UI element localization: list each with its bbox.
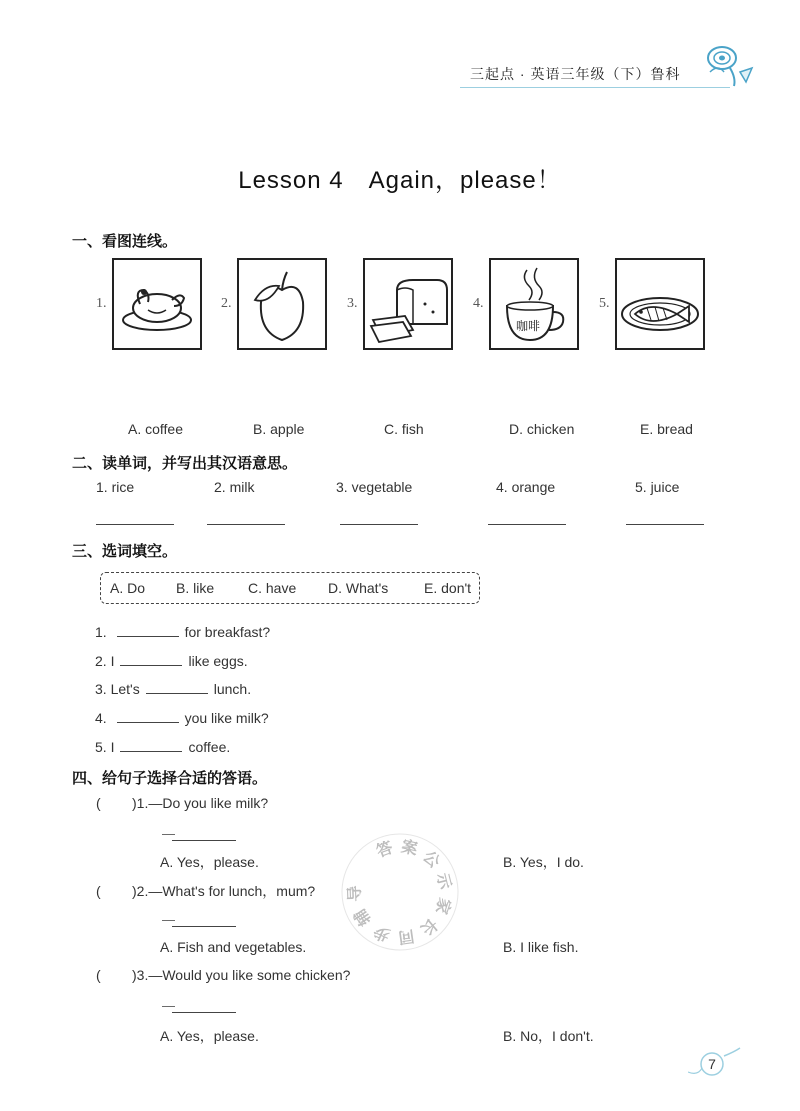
reply-blank[interactable] [172, 1012, 236, 1013]
question-number: )1. [132, 795, 149, 811]
word-choice: C. have [248, 580, 297, 596]
question-text: —Would you like some chicken? [148, 967, 351, 983]
question-text: —What's for lunch，mum? [148, 883, 316, 899]
picture-box [615, 258, 705, 350]
coffee-cup-icon [491, 260, 577, 348]
roast-chicken-icon [114, 260, 200, 348]
reply-blank[interactable] [172, 840, 236, 841]
answer-paren[interactable]: ( [96, 883, 101, 899]
snail-logo-icon [700, 42, 756, 88]
word-choice: D. What's [328, 580, 389, 596]
question-number: )3. [132, 967, 149, 983]
answer-blank[interactable] [96, 524, 174, 525]
question-text: —Do you like milk? [148, 795, 269, 811]
watermark-char: 辅 [349, 905, 375, 930]
watermark-char: 同 [397, 926, 416, 948]
bread-icon [365, 260, 451, 348]
section4-title: 四、给句子选择合适的答语。 [72, 769, 268, 787]
question-line [96, 795, 268, 811]
watermark-char: 公 [419, 846, 445, 872]
fill-item [95, 651, 248, 669]
fill-blank[interactable] [146, 679, 208, 694]
reply-blank[interactable] [172, 926, 236, 927]
fill-blank[interactable] [117, 622, 179, 637]
picture-number: 4. [473, 296, 484, 311]
picture-number: 2. [221, 296, 232, 311]
answer-blank[interactable] [340, 524, 418, 525]
fill-item [95, 622, 270, 640]
item-number: 3. [95, 681, 107, 697]
word-choice: B. like [176, 580, 215, 596]
option-label: E. bread [640, 421, 693, 437]
watermark-char: 导 [344, 885, 365, 902]
item-after: like eggs. [188, 653, 248, 669]
picture-box [489, 258, 579, 350]
item-after: you like milk? [184, 710, 269, 726]
option-label: D. chicken [509, 421, 575, 437]
item-number: 4. [95, 710, 107, 726]
word-item: 2. milk [214, 479, 255, 495]
item-after: lunch. [213, 681, 252, 697]
reply-dash: — [162, 912, 175, 927]
fill-item [95, 679, 251, 697]
page-number-ornament [688, 1046, 748, 1080]
question-line [96, 881, 315, 901]
option-label: A. coffee [128, 421, 184, 437]
choice-a: A. Yes，please. [160, 854, 259, 870]
question-number: )2. [132, 883, 149, 899]
item-number: 2. [95, 653, 107, 669]
choice-b: B. No，I don't. [503, 1028, 594, 1044]
word-item: 4. orange [496, 479, 556, 495]
word-choice: A. Do [110, 580, 146, 596]
choice-b: B. I like fish. [503, 939, 579, 955]
picture-number: 5. [599, 296, 610, 311]
item-number: 5. [95, 739, 107, 755]
picture-box [363, 258, 453, 350]
section2-title: 二、读单词，并写出其汉语意思。 [72, 454, 298, 472]
item-number: 1. [95, 624, 107, 640]
fill-item [95, 708, 269, 726]
page-number: 7 [708, 1056, 716, 1072]
fill-blank[interactable] [120, 737, 182, 752]
word-item: 5. juice [635, 479, 680, 495]
watermark-char: 步 [370, 921, 393, 946]
answer-blank[interactable] [207, 524, 285, 525]
cup-label: 咖啡 [516, 319, 541, 333]
reply-dash: — [162, 998, 175, 1013]
answer-blank[interactable] [626, 524, 704, 525]
fill-blank[interactable] [117, 708, 179, 723]
apple-icon [239, 260, 325, 348]
choice-a: A. Fish and vegetables. [160, 939, 307, 955]
watermark-char: 示 [432, 870, 456, 892]
fill-blank[interactable] [120, 651, 182, 666]
section3-title: 三、选词填空。 [72, 542, 178, 560]
option-label: B. apple [253, 421, 305, 437]
header-title: 三起点 · 英语三年级（下）鲁科 [470, 66, 681, 82]
watermark-char: 家 [431, 895, 455, 917]
word-item: 3. vegetable [336, 479, 413, 495]
picture-box [112, 258, 202, 350]
item-before: I [110, 653, 115, 669]
reply-dash: — [162, 826, 175, 841]
lesson-title: Lesson 4 Again，please！ [238, 167, 562, 194]
choice-b: B. Yes，I do. [503, 854, 584, 870]
answer-paren[interactable]: ( [96, 795, 101, 811]
item-before: I [110, 739, 115, 755]
word-item: 1. rice [96, 479, 135, 495]
header-rule [460, 87, 730, 88]
choice-a: A. Yes，please. [160, 1028, 259, 1044]
item-after: for breakfast? [184, 624, 271, 640]
item-after: coffee. [188, 739, 231, 755]
watermark-char: 答 [373, 837, 396, 861]
word-choice: E. don't [424, 580, 472, 596]
section1-title: 一、看图连线。 [72, 232, 178, 250]
item-before: Let's [110, 681, 140, 697]
watermark-char: 长 [417, 914, 442, 940]
answer-paren[interactable]: ( [96, 967, 101, 983]
option-label: C. fish [384, 421, 424, 437]
picture-box [237, 258, 327, 350]
fill-item [95, 737, 230, 755]
watermark-char: 案 [399, 836, 420, 859]
answer-blank[interactable] [488, 524, 566, 525]
picture-number: 1. [96, 296, 107, 311]
question-line [96, 967, 350, 983]
fish-plate-icon [617, 260, 703, 348]
watermark-stamp-icon [330, 822, 470, 962]
picture-number: 3. [347, 296, 358, 311]
